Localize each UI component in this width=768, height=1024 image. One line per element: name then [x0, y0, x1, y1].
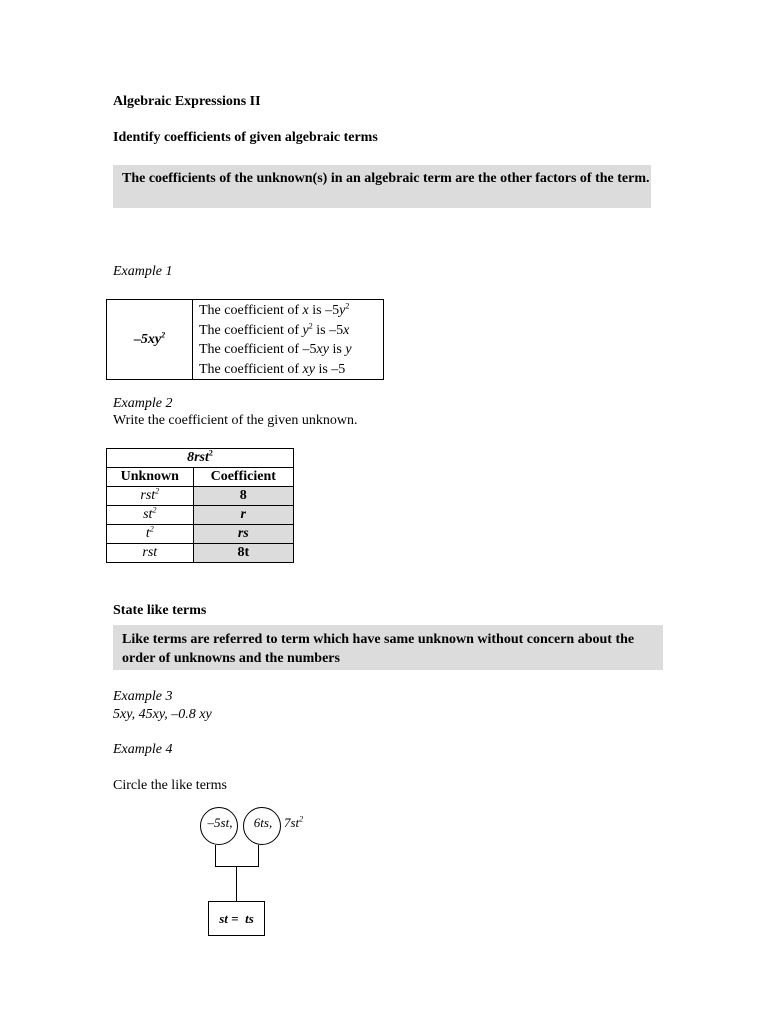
like-terms-definition-text: Like terms are referred to term which have same unknown without concern about the order of unknowns and the numbers — [122, 632, 635, 666]
example1-coefficients — [193, 300, 384, 380]
circled-term-2: 6ts, — [253, 815, 273, 830]
coefficient-line: The coefficient of –5xy is y — [199, 342, 352, 357]
coefficient-cell: 8 — [193, 487, 293, 506]
example2-term: 8rst$^2$ — [107, 449, 294, 468]
uncircled-term: $7st^2$ — [284, 814, 304, 830]
coefficient-line: The coefficient of xy is –5 — [199, 361, 346, 377]
unknown-cell: rst — [107, 544, 194, 563]
coefficient-cell: 8t — [193, 544, 293, 563]
section-heading-like-terms: State like terms — [113, 603, 207, 618]
unknown-cell: $st^2$ — [107, 506, 194, 525]
connector-line — [236, 866, 237, 902]
unknown-cell: $t^2$ — [107, 525, 194, 544]
page-title: Algebraic Expressions II — [113, 94, 261, 109]
header-unknown: Unknown — [107, 468, 194, 487]
definition-text: The coefficients of the unknown(s) in an algebraic term are the other factors of the term. — [122, 171, 650, 186]
example2-label: Example 2 — [113, 396, 173, 411]
example2-instruction: Write the coefficient of the given unknown. — [113, 413, 358, 428]
section-heading-coefficients: Identify coefficients of given algebraic terms — [113, 130, 378, 145]
result-box — [208, 901, 265, 936]
header-coefficient: Coefficient — [193, 468, 293, 487]
example1-label: Example 1 — [113, 264, 173, 279]
table-row — [107, 525, 294, 544]
coefficient-cell: rs — [193, 525, 293, 544]
table-row — [107, 544, 294, 563]
connector-line — [258, 845, 259, 867]
example1-table — [106, 299, 384, 380]
table-row — [107, 487, 294, 506]
definition-box — [113, 165, 651, 208]
example1-term: $-5xy^2$ — [107, 300, 193, 380]
example3-terms: 5xy, 45xy, –0.8 xy — [113, 707, 212, 722]
example4-instruction: Circle the like terms — [113, 778, 227, 793]
example4-label: Example 4 — [113, 742, 173, 757]
coefficient-line: The coefficient of x is $-5y^2$ — [199, 301, 350, 318]
example3-label: Example 3 — [113, 689, 173, 704]
like-terms-definition-box — [113, 625, 663, 670]
coefficient-cell: r — [193, 506, 293, 525]
circled-term-1: –5st, — [207, 815, 233, 830]
unknown-cell: rst$^2$ — [107, 487, 194, 506]
result-text: st = ts — [219, 911, 254, 926]
coefficient-line: The coefficient of $y^2$ is –5x — [199, 320, 350, 338]
example2-table — [106, 448, 294, 563]
table-row — [107, 506, 294, 525]
connector-line — [215, 845, 216, 867]
